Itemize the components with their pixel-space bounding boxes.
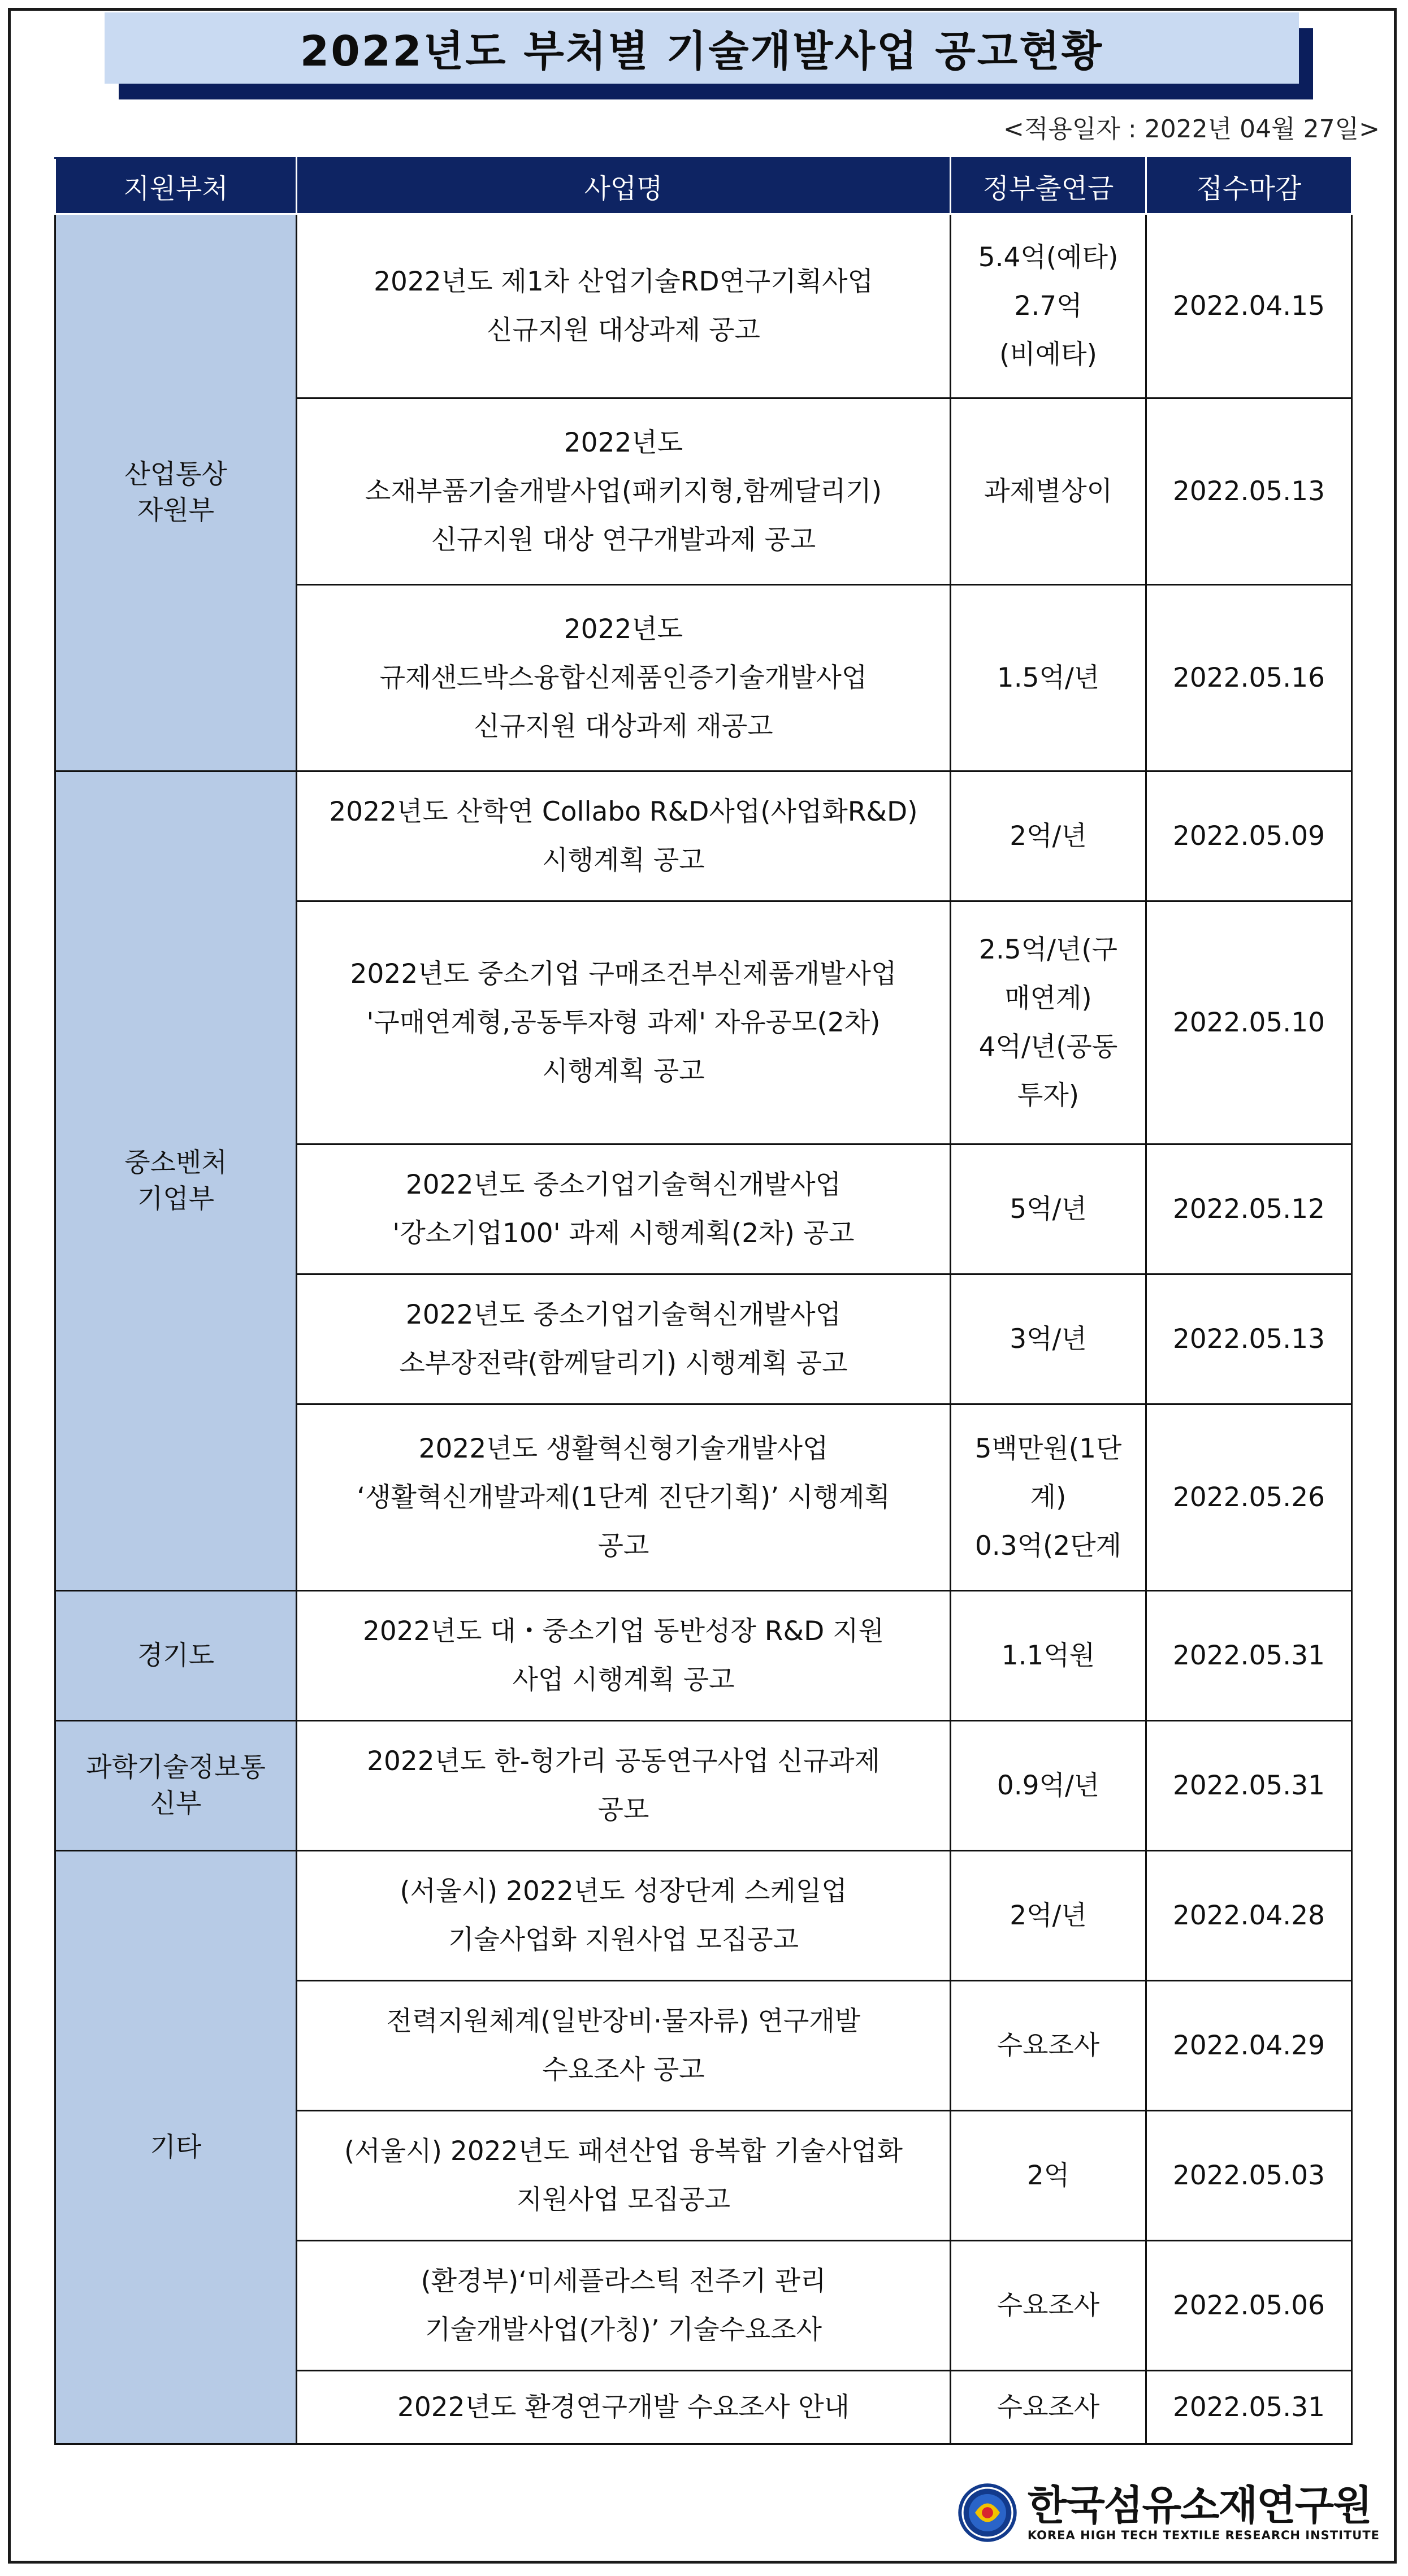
institute-name-ko: 한국섬유소재연구원 [1027,2482,1371,2529]
table-row [55,771,1352,901]
project-name-line: 규제샌드박스융합신제품인증기술개발사업 [379,662,868,693]
project-name-line: 시행계획 공고 [542,844,705,876]
project-name-line: '구매연계형,공동투자형 과제' 자유공모(2차) [366,1007,881,1038]
funding-cell [951,1591,1146,1721]
project-name-line: 2022년도 환경연구개발 수요조사 안내 [397,2391,850,2423]
project-name-line: 신규지원 대상 연구개발과제 공고 [431,524,816,556]
funding-cell [951,585,1146,771]
project-name-cell [297,1591,951,1721]
funding-line: 5백만원(1단 [974,1433,1122,1464]
project-name-line: (서울시) 2022년도 패션산업 융복합 기술사업화 [344,2135,903,2167]
project-name-line: 2022년도 한-헝가리 공동연구사업 신규과제 [367,1745,880,1777]
deadline-cell: 2022.04.15 [1146,214,1352,398]
deadline-cell: 2022.04.28 [1146,1851,1352,1981]
department-cell [55,1851,297,2444]
funding-line: 수요조사 [997,2029,1100,2061]
deadline-cell: 2022.05.31 [1146,1591,1352,1721]
project-name-line: (서울시) 2022년도 성장단계 스케일업 [400,1875,847,1907]
project-name-line: 기술사업화 지원사업 모집공고 [448,1924,799,1955]
project-name-cell [297,214,951,398]
deadline-cell: 2022.05.31 [1146,2371,1352,2444]
project-name-line: 공고 [597,1530,649,1562]
funding-cell [951,1274,1146,1404]
funding-cell [951,771,1146,901]
header-deadline: 접수마감 [1146,158,1352,214]
project-name-cell [297,901,951,1144]
deadline-cell: 2022.05.13 [1146,398,1352,585]
funding-cell [951,1981,1146,2111]
institute-logo [956,2479,1380,2547]
project-name-line: 전력지원체계(일반장비·물자류) 연구개발 [386,2005,861,2037]
funding-line: 계) [1030,1481,1067,1513]
project-name-cell [297,585,951,771]
funding-line: 수요조사 [997,2391,1100,2423]
funding-cell [951,2111,1146,2241]
project-name-cell [297,1981,951,2111]
funding-cell [951,1721,1146,1851]
deadline-cell: 2022.05.10 [1146,901,1352,1144]
funding-line: 투자) [1017,1079,1080,1111]
project-name-line: 2022년도 중소기업기술혁신개발사업 [405,1169,842,1200]
funding-cell [951,1851,1146,1981]
deadline-cell: 2022.05.13 [1146,1274,1352,1404]
funding-line: 수요조사 [997,2289,1100,2321]
funding-line: 2억/년 [1010,820,1087,852]
project-name-line: 2022년도 제1차 산업기술RD연구기획사업 [374,266,873,297]
project-name-line: 소부장전략(함께달리기) 시행계획 공고 [399,1347,848,1379]
funding-cell [951,2241,1146,2371]
project-name-cell [297,1404,951,1591]
project-name-line: (환경부)‘미세플라스틱 전주기 관리 [421,2265,826,2297]
project-name-cell [297,2241,951,2371]
project-name-line: 시행계획 공고 [542,1055,705,1087]
department-line: 산업통상 [124,458,227,490]
funding-line: 1.1억원 [1001,1640,1095,1671]
department-cell [55,771,297,1591]
department-line: 경기도 [137,1640,215,1671]
department-cell [55,214,297,771]
apply-date: <적용일자 : 2022년 04월 27일> [1003,115,1380,144]
project-name-line: 기술개발사업(가칭)’ 기술수요조사 [424,2314,822,2345]
institute-emblem-icon [956,2482,1019,2544]
deadline-cell: 2022.05.26 [1146,1404,1352,1591]
deadline-cell: 2022.05.03 [1146,2111,1352,2241]
project-name-line: 2022년도 중소기업기술혁신개발사업 [405,1299,842,1330]
project-name-line: 수요조사 공고 [542,2054,705,2085]
page-title: 2022년도 부처별 기술개발사업 공고현황 [105,12,1299,84]
header-department: 지원부처 [55,158,297,214]
project-name-line: 신규지원 대상과제 재공고 [474,710,773,742]
table-row [55,1851,1352,1981]
funding-line: 0.9억/년 [997,1770,1100,1801]
department-line: 신부 [150,1788,202,1819]
funding-line: 과제별상이 [984,475,1112,507]
department-line: 자원부 [137,495,215,526]
funding-line: 2억 [1026,2159,1070,2191]
project-name-cell [297,1721,951,1851]
project-name-line: 2022년도 생활혁신형기술개발사업 [418,1433,829,1464]
project-name-line: 신규지원 대상과제 공고 [487,314,760,346]
project-name-line: 2022년도 [564,613,683,645]
funding-cell [951,901,1146,1144]
funding-line: 2억/년 [1010,1900,1087,1931]
funding-cell [951,398,1146,585]
project-name-line: 2022년도 중소기업 구매조건부신제품개발사업 [350,958,897,990]
project-name-line: 공모 [597,1794,649,1825]
project-name-line: 2022년도 산학연 Collabo R&D사업(사업화R&D) [329,796,918,827]
funding-line: 2.5억/년(구 [978,934,1118,965]
project-name-line: 사업 시행계획 공고 [512,1664,735,1695]
project-name-cell [297,398,951,585]
department-line: 과학기술정보통 [86,1751,266,1783]
funding-line: 3억/년 [1010,1323,1087,1355]
project-name-cell [297,1144,951,1274]
funding-line: 4억/년(공동 [978,1031,1118,1063]
header-government-funding: 정부출연금 [951,158,1146,214]
funding-line: 매연계) [1004,982,1092,1014]
funding-line: 0.3억(2단계 [974,1530,1122,1562]
deadline-cell: 2022.05.06 [1146,2241,1352,2371]
deadline-cell: 2022.05.16 [1146,585,1352,771]
project-name-line: 2022년도 대・중소기업 동반성장 R&D 지원 [362,1615,885,1647]
funding-cell [951,2371,1146,2444]
project-name-line: 지원사업 모집공고 [516,2184,731,2215]
project-name-line: 소재부품기술개발사업(패키지형,함께달리기) [365,475,882,507]
institute-name-en: KOREA HIGH TECH TEXTILE RESEARCH INSTITUTE [1027,2529,1380,2542]
funding-line: 5.4억(예타) [978,241,1119,273]
project-name-line: 2022년도 [564,427,683,458]
deadline-cell: 2022.05.31 [1146,1721,1352,1851]
department-line: 중소벤처 [124,1147,227,1178]
funding-line: (비예타) [999,339,1097,370]
deadline-cell: 2022.05.12 [1146,1144,1352,1274]
deadline-cell: 2022.04.29 [1146,1981,1352,2111]
funding-line: 1.5억/년 [997,662,1100,693]
header-project-name: 사업명 [297,158,951,214]
project-name-cell [297,1851,951,1981]
department-line: 기업부 [137,1183,215,1215]
project-name-cell [297,771,951,901]
announcement-table [54,157,1353,2445]
department-line: 기타 [150,2131,202,2163]
funding-cell [951,214,1146,398]
table-row [55,1591,1352,1721]
department-cell [55,1721,297,1851]
table-row [55,1721,1352,1851]
funding-cell [951,1404,1146,1591]
table-header-row [55,158,1352,214]
funding-line: 5억/년 [1010,1193,1087,1225]
project-name-line: ‘생활혁신개발과제(1단계 진단기획)’ 시행계획 [357,1481,890,1513]
funding-cell [951,1144,1146,1274]
funding-line: 2.7억 [1014,290,1082,322]
project-name-cell [297,2371,951,2444]
table-row [55,214,1352,398]
project-name-cell [297,1274,951,1404]
deadline-cell: 2022.05.09 [1146,771,1352,901]
project-name-line: '강소기업100' 과제 시행계획(2차) 공고 [392,1217,855,1249]
project-name-cell [297,2111,951,2241]
department-cell [55,1591,297,1721]
